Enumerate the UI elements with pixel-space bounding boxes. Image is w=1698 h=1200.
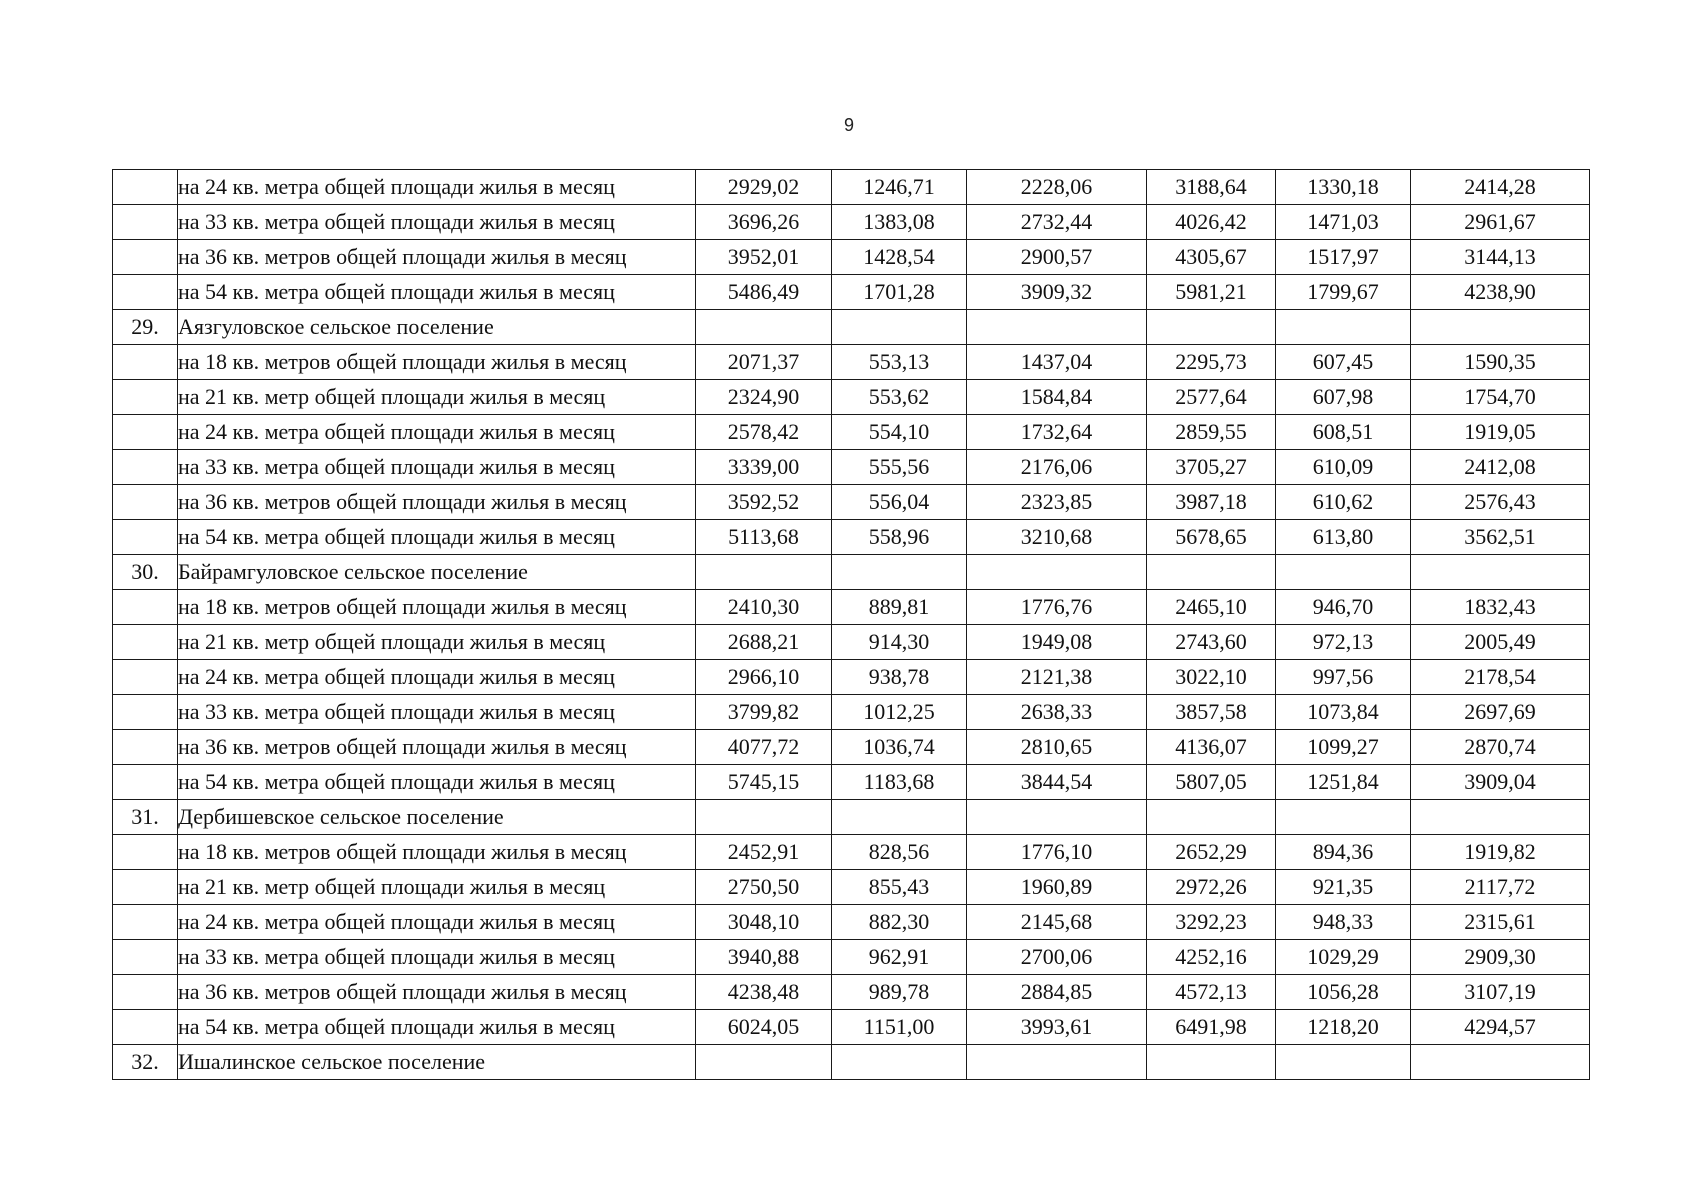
value-cell: 972,13 — [1276, 625, 1411, 660]
value-cell: 2743,60 — [1147, 625, 1276, 660]
area-description-cell: на 24 кв. метра общей площади жилья в месяц — [178, 660, 696, 695]
value-cell: 1383,08 — [832, 205, 967, 240]
value-cell: 3048,10 — [696, 905, 832, 940]
value-cell: 3993,61 — [967, 1010, 1147, 1045]
value-cell — [1147, 310, 1276, 345]
value-cell — [967, 800, 1147, 835]
value-cell: 2859,55 — [1147, 415, 1276, 450]
value-cell: 1776,10 — [967, 835, 1147, 870]
value-cell: 2324,90 — [696, 380, 832, 415]
value-cell: 608,51 — [1276, 415, 1411, 450]
row-number-cell — [113, 275, 178, 310]
row-number-cell — [113, 730, 178, 765]
table-row — [113, 870, 1590, 905]
table-row — [113, 1010, 1590, 1045]
table-row — [113, 380, 1590, 415]
value-cell: 938,78 — [832, 660, 967, 695]
row-number-cell — [113, 1010, 178, 1045]
value-cell: 3844,54 — [967, 765, 1147, 800]
area-description-cell: на 18 кв. метров общей площади жилья в месяц — [178, 590, 696, 625]
value-cell: 613,80 — [1276, 520, 1411, 555]
table-row — [113, 660, 1590, 695]
value-cell — [832, 555, 967, 590]
value-cell: 1056,28 — [1276, 975, 1411, 1010]
value-cell: 5678,65 — [1147, 520, 1276, 555]
value-cell: 4026,42 — [1147, 205, 1276, 240]
value-cell: 962,91 — [832, 940, 967, 975]
value-cell: 553,62 — [832, 380, 967, 415]
table-row — [113, 695, 1590, 730]
row-number-cell — [113, 975, 178, 1010]
value-cell: 855,43 — [832, 870, 967, 905]
value-cell: 2228,06 — [967, 170, 1147, 205]
value-cell: 3144,13 — [1411, 240, 1590, 275]
area-description-cell: на 24 кв. метра общей площади жилья в месяц — [178, 415, 696, 450]
value-cell: 1832,43 — [1411, 590, 1590, 625]
value-cell: 2578,42 — [696, 415, 832, 450]
tariff-table — [112, 169, 1590, 1080]
value-cell: 1330,18 — [1276, 170, 1411, 205]
value-cell: 3987,18 — [1147, 485, 1276, 520]
value-cell: 1960,89 — [967, 870, 1147, 905]
area-description-cell: на 21 кв. метр общей площади жилья в месяц — [178, 870, 696, 905]
value-cell: 1183,68 — [832, 765, 967, 800]
area-description-cell: на 33 кв. метра общей площади жилья в месяц — [178, 450, 696, 485]
table-row — [113, 275, 1590, 310]
value-cell: 1919,05 — [1411, 415, 1590, 450]
settlement-row — [113, 555, 1590, 590]
value-cell — [967, 555, 1147, 590]
value-cell — [832, 310, 967, 345]
value-cell: 2700,06 — [967, 940, 1147, 975]
value-cell: 2688,21 — [696, 625, 832, 660]
value-cell: 3107,19 — [1411, 975, 1590, 1010]
table-row — [113, 485, 1590, 520]
row-number-cell — [113, 345, 178, 380]
row-number-cell — [113, 520, 178, 555]
settlement-row — [113, 310, 1590, 345]
value-cell — [1147, 800, 1276, 835]
table-row — [113, 205, 1590, 240]
value-cell: 2961,67 — [1411, 205, 1590, 240]
value-cell: 946,70 — [1276, 590, 1411, 625]
area-description-cell: на 54 кв. метра общей площади жилья в месяц — [178, 765, 696, 800]
value-cell: 4238,90 — [1411, 275, 1590, 310]
area-description-cell: на 54 кв. метра общей площади жилья в месяц — [178, 520, 696, 555]
value-cell: 2414,28 — [1411, 170, 1590, 205]
value-cell — [1147, 1045, 1276, 1080]
value-cell: 2005,49 — [1411, 625, 1590, 660]
value-cell: 1701,28 — [832, 275, 967, 310]
value-cell: 1471,03 — [1276, 205, 1411, 240]
value-cell: 3952,01 — [696, 240, 832, 275]
value-cell: 2638,33 — [967, 695, 1147, 730]
value-cell: 2909,30 — [1411, 940, 1590, 975]
value-cell: 2884,85 — [967, 975, 1147, 1010]
area-description-cell: на 33 кв. метра общей площади жилья в месяц — [178, 695, 696, 730]
value-cell: 6491,98 — [1147, 1010, 1276, 1045]
row-number-cell: 30. — [113, 555, 178, 590]
value-cell: 558,96 — [832, 520, 967, 555]
value-cell — [696, 800, 832, 835]
value-cell: 1218,20 — [1276, 1010, 1411, 1045]
value-cell: 2071,37 — [696, 345, 832, 380]
row-number-cell — [113, 590, 178, 625]
value-cell: 914,30 — [832, 625, 967, 660]
value-cell: 2972,26 — [1147, 870, 1276, 905]
value-cell: 1246,71 — [832, 170, 967, 205]
value-cell: 882,30 — [832, 905, 967, 940]
value-cell: 3696,26 — [696, 205, 832, 240]
row-number-cell: 32. — [113, 1045, 178, 1080]
area-description-cell: на 24 кв. метра общей площади жилья в месяц — [178, 170, 696, 205]
value-cell: 1517,97 — [1276, 240, 1411, 275]
value-cell: 1437,04 — [967, 345, 1147, 380]
value-cell: 2176,06 — [967, 450, 1147, 485]
value-cell: 607,98 — [1276, 380, 1411, 415]
value-cell: 3339,00 — [696, 450, 832, 485]
value-cell: 1036,74 — [832, 730, 967, 765]
value-cell: 3210,68 — [967, 520, 1147, 555]
value-cell: 3909,32 — [967, 275, 1147, 310]
value-cell: 610,62 — [1276, 485, 1411, 520]
value-cell: 1151,00 — [832, 1010, 967, 1045]
value-cell: 2452,91 — [696, 835, 832, 870]
area-description-cell: на 33 кв. метра общей площади жилья в месяц — [178, 205, 696, 240]
row-number-cell — [113, 415, 178, 450]
table-body — [113, 170, 1590, 1080]
table-row — [113, 450, 1590, 485]
value-cell: 2121,38 — [967, 660, 1147, 695]
table-row — [113, 835, 1590, 870]
value-cell: 4252,16 — [1147, 940, 1276, 975]
value-cell: 3705,27 — [1147, 450, 1276, 485]
row-number-cell: 31. — [113, 800, 178, 835]
area-description-cell: на 21 кв. метр общей площади жилья в месяц — [178, 625, 696, 660]
row-number-cell — [113, 940, 178, 975]
value-cell: 2900,57 — [967, 240, 1147, 275]
area-description-cell: на 36 кв. метров общей площади жилья в месяц — [178, 730, 696, 765]
value-cell: 894,36 — [1276, 835, 1411, 870]
row-number-cell — [113, 660, 178, 695]
value-cell: 3188,64 — [1147, 170, 1276, 205]
value-cell: 4294,57 — [1411, 1010, 1590, 1045]
table-row — [113, 765, 1590, 800]
value-cell: 3562,51 — [1411, 520, 1590, 555]
value-cell: 1776,76 — [967, 590, 1147, 625]
value-cell: 1754,70 — [1411, 380, 1590, 415]
settlement-name-cell: Дербишевское сельское поселение — [178, 800, 696, 835]
settlement-name-cell: Аязгуловское сельское поселение — [178, 310, 696, 345]
value-cell — [1276, 310, 1411, 345]
value-cell: 2465,10 — [1147, 590, 1276, 625]
value-cell: 5807,05 — [1147, 765, 1276, 800]
value-cell — [696, 555, 832, 590]
table-row — [113, 240, 1590, 275]
value-cell: 2652,29 — [1147, 835, 1276, 870]
value-cell: 2697,69 — [1411, 695, 1590, 730]
row-number-cell — [113, 905, 178, 940]
value-cell — [832, 800, 967, 835]
area-description-cell: на 36 кв. метров общей площади жилья в месяц — [178, 240, 696, 275]
value-cell — [1276, 555, 1411, 590]
row-number-cell — [113, 170, 178, 205]
row-number-cell — [113, 450, 178, 485]
value-cell — [1411, 310, 1590, 345]
area-description-cell: на 24 кв. метра общей площади жилья в месяц — [178, 905, 696, 940]
value-cell: 4305,67 — [1147, 240, 1276, 275]
value-cell: 2870,74 — [1411, 730, 1590, 765]
value-cell: 921,35 — [1276, 870, 1411, 905]
settlement-name-cell: Ишалинское сельское поселение — [178, 1045, 696, 1080]
value-cell — [1411, 555, 1590, 590]
area-description-cell: на 33 кв. метра общей площади жилья в месяц — [178, 940, 696, 975]
area-description-cell: на 36 кв. метров общей площади жилья в месяц — [178, 485, 696, 520]
value-cell: 2410,30 — [696, 590, 832, 625]
settlement-row — [113, 800, 1590, 835]
value-cell — [1411, 800, 1590, 835]
table-row — [113, 625, 1590, 660]
row-number-cell: 29. — [113, 310, 178, 345]
row-number-cell — [113, 380, 178, 415]
value-cell: 2929,02 — [696, 170, 832, 205]
value-cell: 3292,23 — [1147, 905, 1276, 940]
value-cell: 5113,68 — [696, 520, 832, 555]
value-cell: 4572,13 — [1147, 975, 1276, 1010]
page-number: 9 — [843, 115, 854, 135]
value-cell: 1012,25 — [832, 695, 967, 730]
value-cell: 2966,10 — [696, 660, 832, 695]
value-cell: 5486,49 — [696, 275, 832, 310]
area-description-cell: на 21 кв. метр общей площади жилья в месяц — [178, 380, 696, 415]
value-cell: 3940,88 — [696, 940, 832, 975]
value-cell: 4238,48 — [696, 975, 832, 1010]
value-cell: 1029,29 — [1276, 940, 1411, 975]
value-cell — [832, 1045, 967, 1080]
value-cell — [1276, 800, 1411, 835]
area-description-cell: на 54 кв. метра общей площади жилья в месяц — [178, 1010, 696, 1045]
value-cell: 2178,54 — [1411, 660, 1590, 695]
row-number-cell — [113, 625, 178, 660]
value-cell — [696, 1045, 832, 1080]
table-row — [113, 940, 1590, 975]
value-cell: 1919,82 — [1411, 835, 1590, 870]
value-cell: 1590,35 — [1411, 345, 1590, 380]
value-cell — [967, 310, 1147, 345]
row-number-cell — [113, 835, 178, 870]
value-cell: 828,56 — [832, 835, 967, 870]
value-cell: 2810,65 — [967, 730, 1147, 765]
value-cell: 610,09 — [1276, 450, 1411, 485]
value-cell: 2577,64 — [1147, 380, 1276, 415]
value-cell: 2145,68 — [967, 905, 1147, 940]
value-cell: 1584,84 — [967, 380, 1147, 415]
value-cell: 1099,27 — [1276, 730, 1411, 765]
value-cell: 989,78 — [832, 975, 967, 1010]
value-cell: 2315,61 — [1411, 905, 1590, 940]
table-row — [113, 520, 1590, 555]
value-cell: 948,33 — [1276, 905, 1411, 940]
row-number-cell — [113, 695, 178, 730]
value-cell: 5745,15 — [696, 765, 832, 800]
row-number-cell — [113, 205, 178, 240]
table-row — [113, 975, 1590, 1010]
settlement-name-cell: Байрамгуловское сельское поселение — [178, 555, 696, 590]
value-cell: 2117,72 — [1411, 870, 1590, 905]
table-row — [113, 905, 1590, 940]
value-cell: 1799,67 — [1276, 275, 1411, 310]
value-cell: 6024,05 — [696, 1010, 832, 1045]
value-cell: 555,56 — [832, 450, 967, 485]
value-cell: 2732,44 — [967, 205, 1147, 240]
value-cell: 2412,08 — [1411, 450, 1590, 485]
value-cell: 2295,73 — [1147, 345, 1276, 380]
value-cell: 4077,72 — [696, 730, 832, 765]
value-cell: 3909,04 — [1411, 765, 1590, 800]
value-cell: 1732,64 — [967, 415, 1147, 450]
table-row — [113, 590, 1590, 625]
table-row — [113, 730, 1590, 765]
area-description-cell: на 54 кв. метра общей площади жилья в месяц — [178, 275, 696, 310]
value-cell: 889,81 — [832, 590, 967, 625]
value-cell: 554,10 — [832, 415, 967, 450]
value-cell: 3022,10 — [1147, 660, 1276, 695]
value-cell: 3799,82 — [696, 695, 832, 730]
area-description-cell: на 36 кв. метров общей площади жилья в месяц — [178, 975, 696, 1010]
value-cell: 1073,84 — [1276, 695, 1411, 730]
value-cell: 1428,54 — [832, 240, 967, 275]
table-row — [113, 170, 1590, 205]
value-cell — [967, 1045, 1147, 1080]
value-cell — [696, 310, 832, 345]
settlement-row — [113, 1045, 1590, 1080]
value-cell: 1949,08 — [967, 625, 1147, 660]
value-cell: 556,04 — [832, 485, 967, 520]
value-cell: 997,56 — [1276, 660, 1411, 695]
value-cell: 2750,50 — [696, 870, 832, 905]
value-cell: 1251,84 — [1276, 765, 1411, 800]
value-cell: 2323,85 — [967, 485, 1147, 520]
table-row — [113, 415, 1590, 450]
value-cell: 607,45 — [1276, 345, 1411, 380]
value-cell: 553,13 — [832, 345, 967, 380]
row-number-cell — [113, 765, 178, 800]
row-number-cell — [113, 485, 178, 520]
value-cell — [1411, 1045, 1590, 1080]
value-cell: 3592,52 — [696, 485, 832, 520]
area-description-cell: на 18 кв. метров общей площади жилья в месяц — [178, 345, 696, 380]
row-number-cell — [113, 240, 178, 275]
value-cell — [1147, 555, 1276, 590]
value-cell: 5981,21 — [1147, 275, 1276, 310]
value-cell — [1276, 1045, 1411, 1080]
value-cell: 4136,07 — [1147, 730, 1276, 765]
table-row — [113, 345, 1590, 380]
value-cell: 2576,43 — [1411, 485, 1590, 520]
value-cell: 3857,58 — [1147, 695, 1276, 730]
row-number-cell — [113, 870, 178, 905]
area-description-cell: на 18 кв. метров общей площади жилья в месяц — [178, 835, 696, 870]
